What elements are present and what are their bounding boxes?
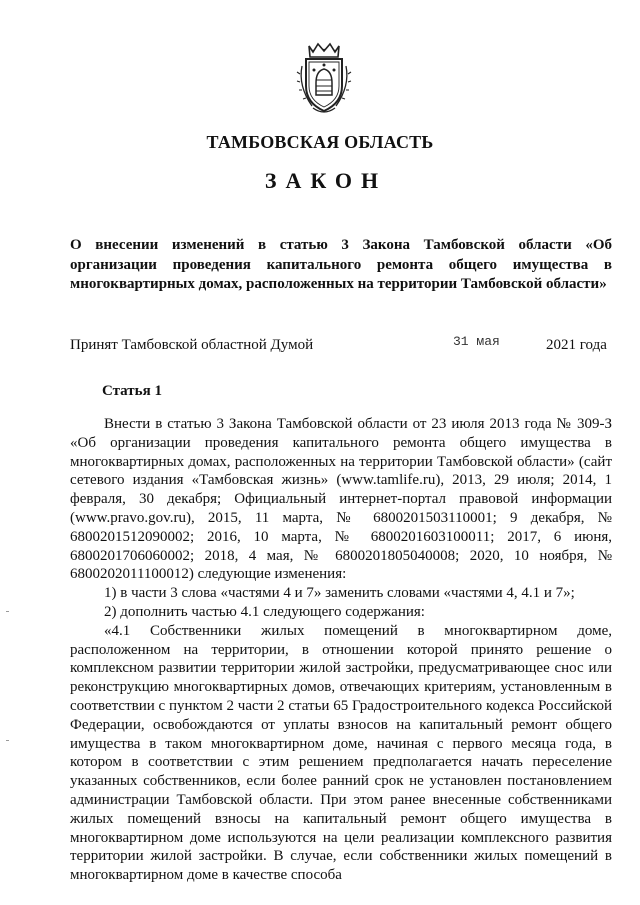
- article-intro: Внести в статью 3 Закона Тамбовской области от 23 июля 2013 года № 309-З «Об организации проведения капитального ремонта общего имущества в многоквартирных домах, расположенных на территории Тамбовской области» (сайт сетевого издания «Тамбовская жизнь» (www.tamlife.ru), 2013, 29 июля; 2014, 1 февраля, 30 декабря; Официальный интернет-портал правовой информации (www.pravo.gov.ru), 2015, 11 марта, № 6800201503110001; 9 декабря, № 6800201512090002; 2016, 10 марта, № 6800201603100011; 2017, 6 июня, 6800201706060002; 2018, 4 мая, № 6800201805040008; 2020, 10 ноября, № 6800202011100012) следующие изменения:: [70, 416, 612, 583]
- coat-of-arms-icon: [293, 40, 355, 116]
- margin-mark: [6, 611, 9, 612]
- region-name: ТАМБОВСКАЯ ОБЛАСТЬ: [206, 132, 434, 152]
- amendment-item-2: 2) дополнить частью 4.1 следующего содержания:: [104, 603, 425, 620]
- document-type: ЗАКОН: [264, 168, 388, 193]
- margin-mark: [6, 740, 9, 741]
- article-heading: Статья 1: [102, 383, 162, 399]
- law-title: О внесении изменений в статью 3 Закона Тамбовской области «Об организации проведения капитального ремонта общего имущества в многоквартирных домах, расположенных на территории Тамбовской области»: [70, 237, 612, 292]
- article-body: [70, 415, 612, 885]
- adoption-year: 2021 года: [546, 337, 607, 353]
- quoted-part-4-1: «4.1 Собственники жилых помещений в многоквартирном доме, расположенном на территории, в отношении которой принято решение о комплексном развитии территории жилой застройки, предусматривающее снос или реконструкцию многоквартирных домов, отвечающих критериям, установленным в соответствии с пунктом 2 части 2 статьи 65 Градостроительного кодекса Российской Федерации, освобождаются от уплаты взносов на капитальный ремонт общего имущества в таком многоквартирном доме, начиная с первого месяца года, в котором в соответствии с этим решением предполагается начать переселение указанных собственников, если более ранний срок не установлен постановлением администрации Тамбовской области. При этом ранее внесенные собственниками жилых помещений взносы на капитальный ремонт общего имущества в многоквартирном доме используются на цели реализации комплексного развития территории жилой застройки. В случае, если собственники жилых помещений в многоквартирном доме в качестве способа: [70, 622, 612, 884]
- adoption-label: Принят Тамбовской областной Думой: [70, 337, 314, 353]
- adoption-date: 31 мая: [453, 334, 500, 349]
- amendment-item-1: 1) в части 3 слова «частями 4 и 7» заменить словами «частями 4, 4.1 и 7»;: [104, 585, 575, 602]
